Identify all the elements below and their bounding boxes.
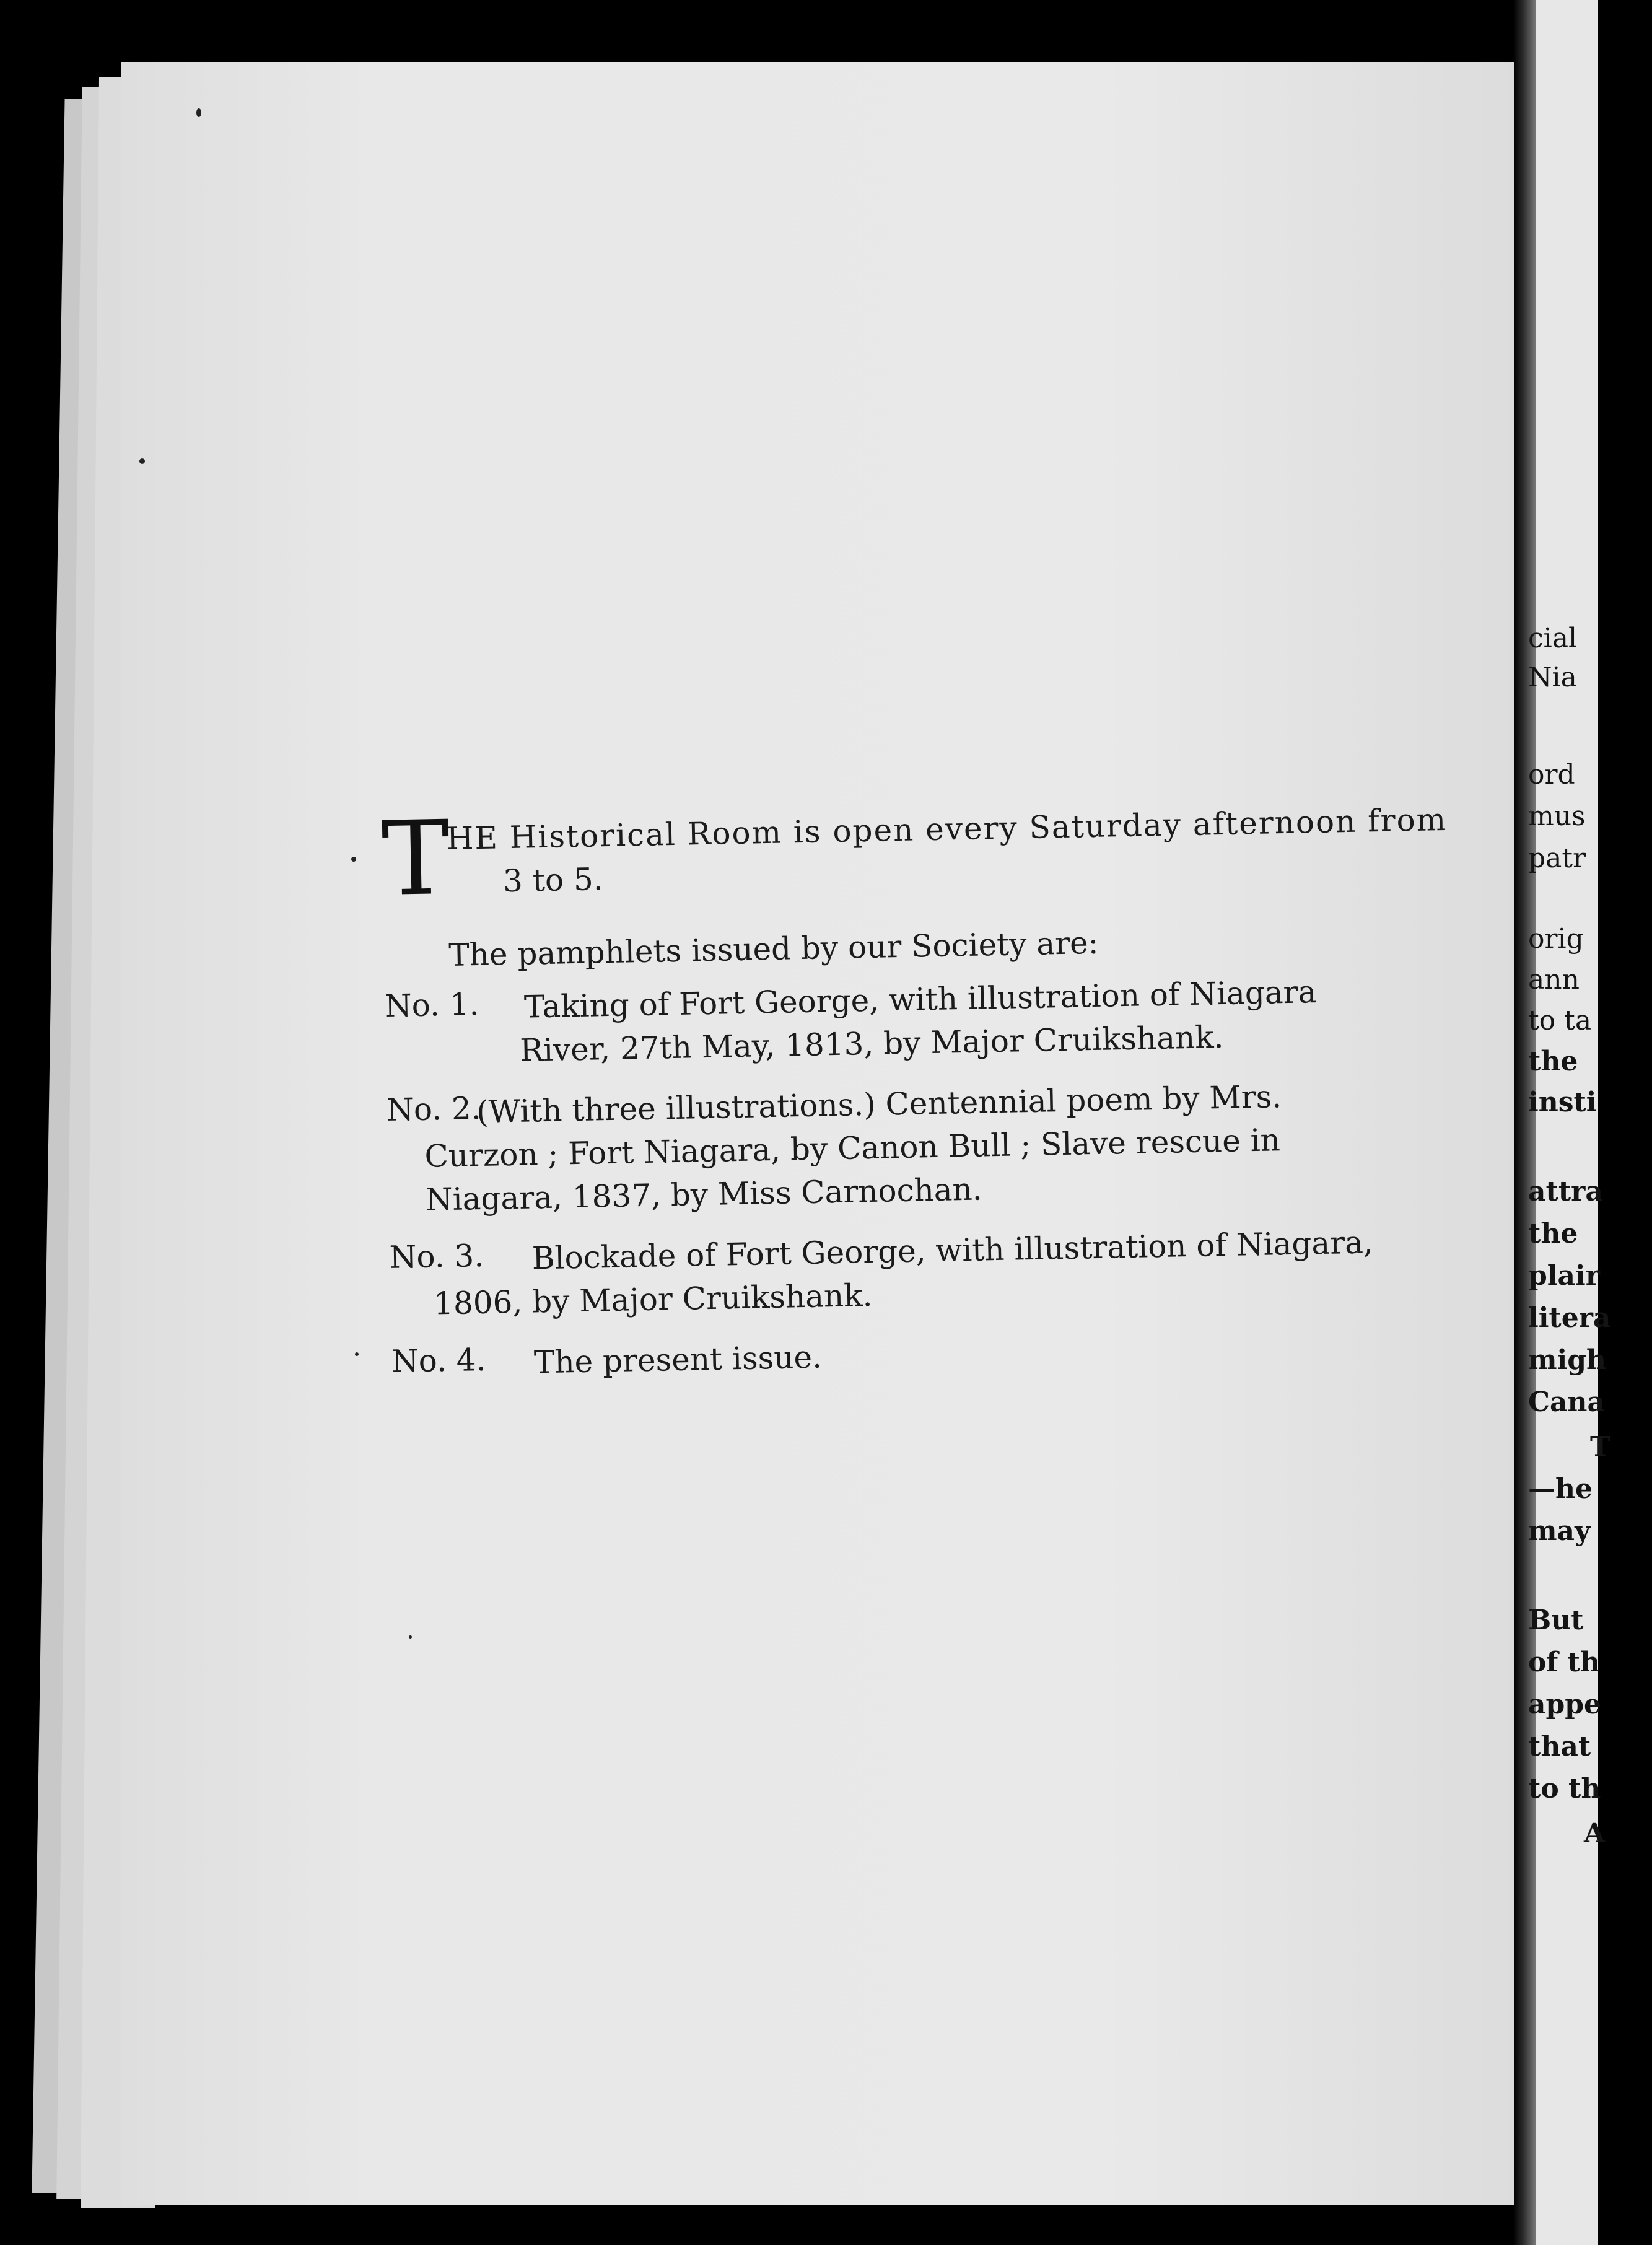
pamphlets-lead: The pamphlets issued by our Society are: bbox=[448, 924, 1099, 973]
intro-line-2: 3 to 5. bbox=[502, 861, 604, 899]
pamphlet-line: Niagara, 1837, by Miss Carnochan. bbox=[425, 1171, 983, 1218]
pamphlet-line: River, 27th May, 1813, by Major Cruikshank. bbox=[519, 1018, 1224, 1069]
ink-speck bbox=[351, 857, 356, 862]
pamphlet-description bbox=[519, 968, 1438, 1072]
pamphlet-number: No. 3. bbox=[389, 1237, 484, 1276]
pamphlet-line: The present issue. bbox=[533, 1339, 823, 1381]
facing-page-fragment: to ta bbox=[1528, 1005, 1592, 1036]
facing-page-fragment: insti bbox=[1528, 1087, 1597, 1118]
facing-page-fragment: patr bbox=[1528, 842, 1586, 874]
facing-page-fragment: may bbox=[1528, 1515, 1591, 1547]
facing-page-fragment: cial bbox=[1528, 623, 1578, 654]
facing-page-fragment: attra bbox=[1528, 1176, 1603, 1207]
pamphlet-item bbox=[389, 1219, 1443, 1326]
pamphlet-number: No. 2. bbox=[386, 1090, 482, 1128]
facing-page-fragment: appe bbox=[1528, 1689, 1602, 1720]
facing-page-fragment: T bbox=[1590, 1431, 1610, 1463]
facing-page-fragment: mus bbox=[1528, 800, 1586, 832]
pamphlet-line: Curzon ; Fort Niagara, by Canon Bull ; Slave rescue in bbox=[424, 1122, 1281, 1175]
ink-speck bbox=[139, 458, 145, 464]
drop-cap: T bbox=[380, 798, 452, 919]
facing-page-fragment: —he bbox=[1528, 1473, 1593, 1505]
facing-page-fragment: Nia bbox=[1528, 662, 1577, 693]
facing-page-fragment: Cana bbox=[1528, 1386, 1606, 1418]
pamphlet-item bbox=[387, 1072, 1442, 1222]
facing-page-fragment: plair bbox=[1528, 1260, 1600, 1292]
pamphlet-item bbox=[384, 968, 1438, 1075]
facing-page-fragment: orig bbox=[1528, 923, 1584, 955]
facing-page-fragment: ord bbox=[1528, 759, 1575, 790]
ink-speck bbox=[409, 1635, 412, 1639]
ink-speck bbox=[355, 1352, 359, 1356]
pamphlet-number: No. 4. bbox=[391, 1341, 486, 1380]
facing-page-fragment: migh bbox=[1528, 1344, 1607, 1376]
pamphlet-line: Blockade of Fort George, with illustration of Niagara, bbox=[531, 1224, 1374, 1277]
ink-speck bbox=[196, 108, 201, 117]
pamphlet-line: Taking of Fort George, with illustration of Niagara bbox=[523, 974, 1317, 1025]
facing-page-fragment: litera bbox=[1528, 1302, 1611, 1334]
facing-page-fragment: that bbox=[1528, 1731, 1591, 1762]
facing-page-fragment: A bbox=[1584, 1818, 1606, 1849]
pamphlet-line: (With three illustrations.) Centennial poem by Mrs. bbox=[476, 1079, 1282, 1131]
facing-page-fragment: the bbox=[1528, 1218, 1578, 1249]
facing-page-fragment: the bbox=[1528, 1046, 1578, 1077]
pamphlet-line: 1806, by Major Cruikshank. bbox=[433, 1277, 873, 1322]
facing-page-fragment: of th bbox=[1528, 1647, 1600, 1678]
document-text-block bbox=[380, 794, 1448, 1386]
pamphlet-number: No. 1. bbox=[384, 986, 479, 1024]
facing-page-fragment: to th bbox=[1528, 1773, 1601, 1805]
facing-page-fragment: But bbox=[1528, 1604, 1584, 1636]
intro-paragraph bbox=[380, 794, 1448, 920]
book-gutter bbox=[1514, 0, 1536, 2245]
facing-page-fragment: ann bbox=[1528, 964, 1580, 996]
facing-page bbox=[1514, 0, 1611, 2245]
intro-line-1: HE Historical Room is open every Saturday afternoon from bbox=[446, 801, 1448, 857]
